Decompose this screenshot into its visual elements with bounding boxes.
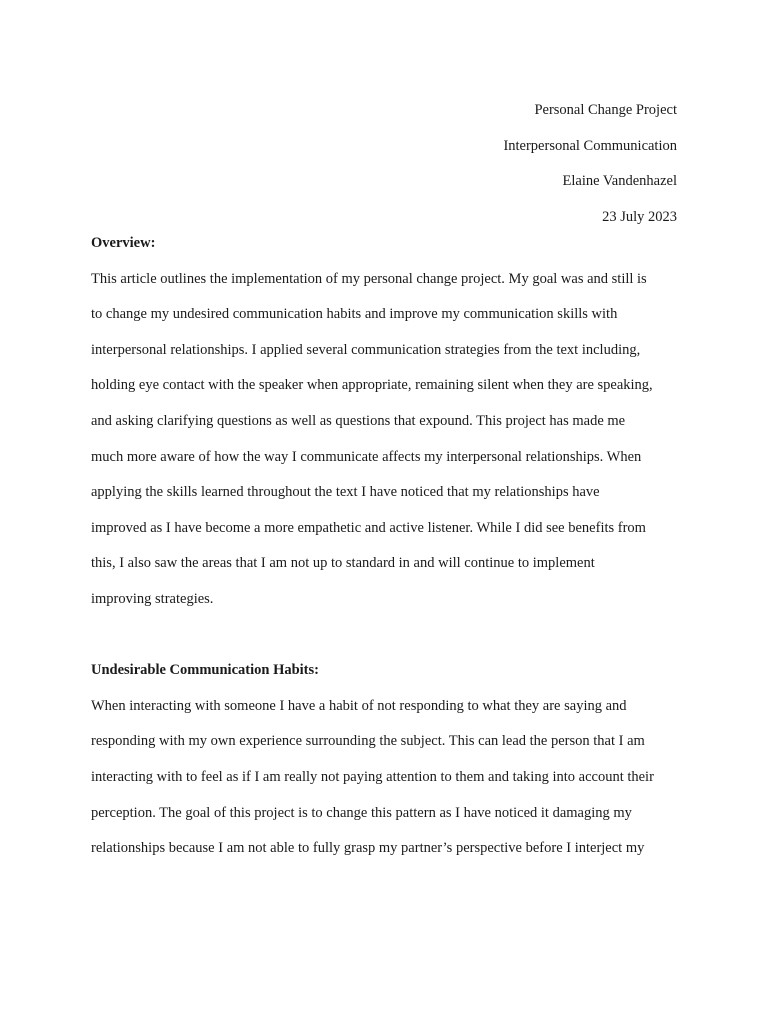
course-name: Interpersonal Communication (503, 137, 677, 154)
paragraph-line: interpersonal relationships. I applied several communication strategies from the text including, (91, 341, 641, 358)
paragraph-line: When interacting with someone I have a habit of not responding to what they are saying and (91, 697, 627, 714)
overview-paragraph (91, 262, 679, 618)
habits-paragraph (91, 689, 679, 867)
paragraph-line: holding eye contact with the speaker when appropriate, remaining silent when they are speaking, (91, 377, 653, 394)
paragraph-line: interacting with to feel as if I am really not paying attention to them and taking into account their (91, 768, 654, 785)
paragraph-line: responding with my own experience surrounding the subject. This can lead the person that I am (91, 733, 645, 750)
overview-heading: Overview: (91, 235, 156, 251)
paragraph-line: much more aware of how the way I communicate affects my interpersonal relationships. When (91, 448, 642, 465)
paragraph-line: improving strategies. (91, 590, 214, 607)
paragraph-line: perception. The goal of this project is to change this pattern as I have noticed it damaging my (91, 804, 632, 821)
paragraph-line: relationships because I am not able to fully grasp my partner’s perspective before I interject my (91, 840, 645, 857)
author-name: Elaine Vandenhazel (562, 173, 677, 189)
paragraph-line: applying the skills learned throughout the text I have noticed that my relationships have (91, 484, 600, 501)
paragraph-line: and asking clarifying questions as well as questions that expound. This project has made me (91, 412, 626, 429)
document-body (91, 226, 679, 867)
paragraph-line: to change my undesired communication habits and improve my communication skills with (91, 306, 618, 323)
document-title: Personal Change Project (534, 102, 677, 118)
section-spacer (91, 618, 679, 654)
paragraph-line: This article outlines the implementation of my personal change project. My goal was and still is (91, 270, 647, 287)
paragraph-line: improved as I have become a more empathetic and active listener. While I did see benefits from (91, 519, 646, 536)
habits-heading: Undesirable Communication Habits: (91, 662, 319, 679)
document-date: 23 July 2023 (602, 208, 677, 225)
document-header (503, 93, 677, 235)
paragraph-line: this, I also saw the areas that I am not up to standard in and will continue to implement (91, 555, 595, 572)
